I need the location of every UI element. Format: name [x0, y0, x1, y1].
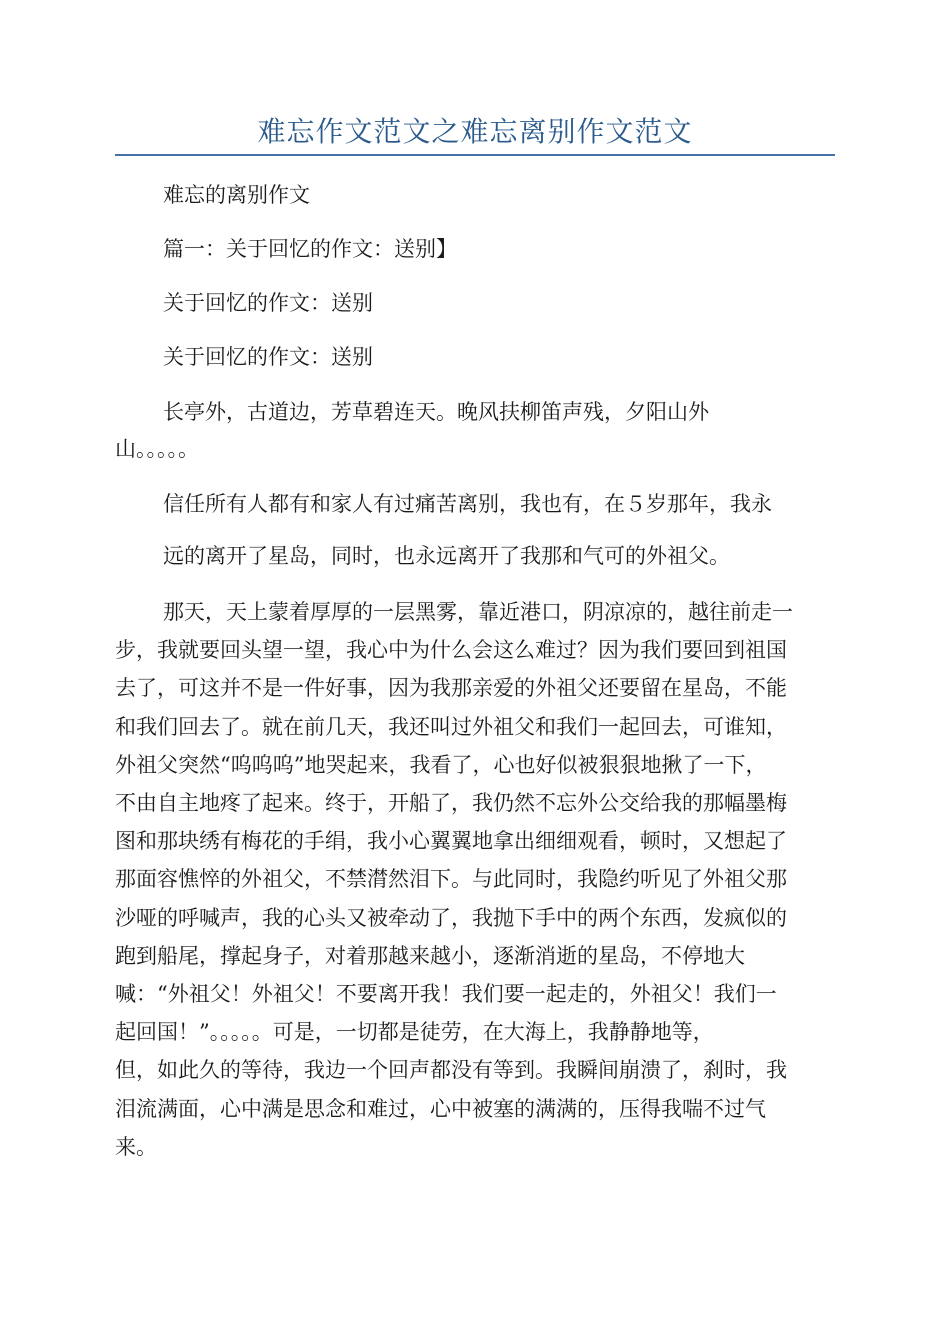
- story-line: 那面容憔悴的外祖父，不禁潸然泪下。与此同时，我隐约听见了外祖父那: [115, 867, 787, 892]
- story-line: 和我们回去了。就在前几天，我还叫过外祖父和我们一起回去，可谁知，: [115, 714, 787, 739]
- story-line: 步，我就要回头望一望，我心中为什么会这么难过？因为我们要回到祖国: [115, 638, 787, 663]
- story-line: 跑到船尾，撑起身子，对着那越来越小，逐渐消逝的星岛，不停地大: [115, 943, 745, 968]
- paragraph-poem-line-1: 长亭外，古道边，芳草碧连天。晚风扶柳笛声残，夕阳山外: [163, 400, 709, 424]
- story-line: 外祖父突然“呜呜呜”地哭起来，我看了，心也好似被狠狠地揪了一下，: [115, 752, 767, 777]
- story-line: 泪流满面，心中满是思念和难过，心中被塞的满满的，压得我喘不过气: [115, 1096, 766, 1121]
- paragraph-poem-line-2: 山。。。。。: [115, 437, 199, 461]
- story-line: 去了，可这并不是一件好事，因为我那亲爱的外祖父还要留在星岛，不能: [115, 676, 787, 701]
- paragraph-section-heading: 篇一：关于回忆的作文：送别】: [163, 237, 457, 261]
- story-line: 起回国！”。。。。。可是，一切都是徒劳，在大海上，我静静地等，: [115, 1020, 714, 1045]
- paragraph-main-story: [115, 593, 835, 1166]
- story-line: 但，如此久的等待，我边一个回声都没有等到。我瞬间崩溃了，刹时，我: [115, 1058, 787, 1083]
- paragraph-heading-1: 关于回忆的作文：送别: [163, 291, 373, 315]
- story-line: 不由自主地疼了起来。终于，开船了，我仍然不忘外公交给我的那幅墨梅: [115, 791, 787, 816]
- paragraph-subtitle: 难忘的离别作文: [163, 183, 310, 207]
- paragraph-intro-line-1: 信任所有人都有和家人有过痛苦离别，我也有，在５岁那年，我永: [163, 492, 772, 516]
- story-line: 图和那块绣有梅花的手绢，我小心翼翼地拿出细细观看，顿时，又想起了: [115, 829, 787, 854]
- story-line: 来。: [115, 1134, 157, 1159]
- document-title: 难忘作文范文之难忘离别作文范文: [257, 115, 693, 148]
- story-line: 那天，天上蒙着厚厚的一层黑雾，靠近港口，阴凉凉的，越往前走一: [163, 600, 793, 624]
- paragraph-intro-line-2: 远的离开了星岛，同时，也永远离开了我那和气可的外祖父。: [163, 544, 730, 568]
- story-line: 沙哑的呼喊声，我的心头又被牵动了，我抛下手中的两个东西，发疯似的: [115, 905, 787, 930]
- story-line: 喊：“外祖父！外祖父！不要离开我！我们要一起走的，外祖父！我们一: [115, 982, 777, 1007]
- title-underline: [115, 154, 835, 156]
- paragraph-heading-2: 关于回忆的作文：送别: [163, 345, 373, 369]
